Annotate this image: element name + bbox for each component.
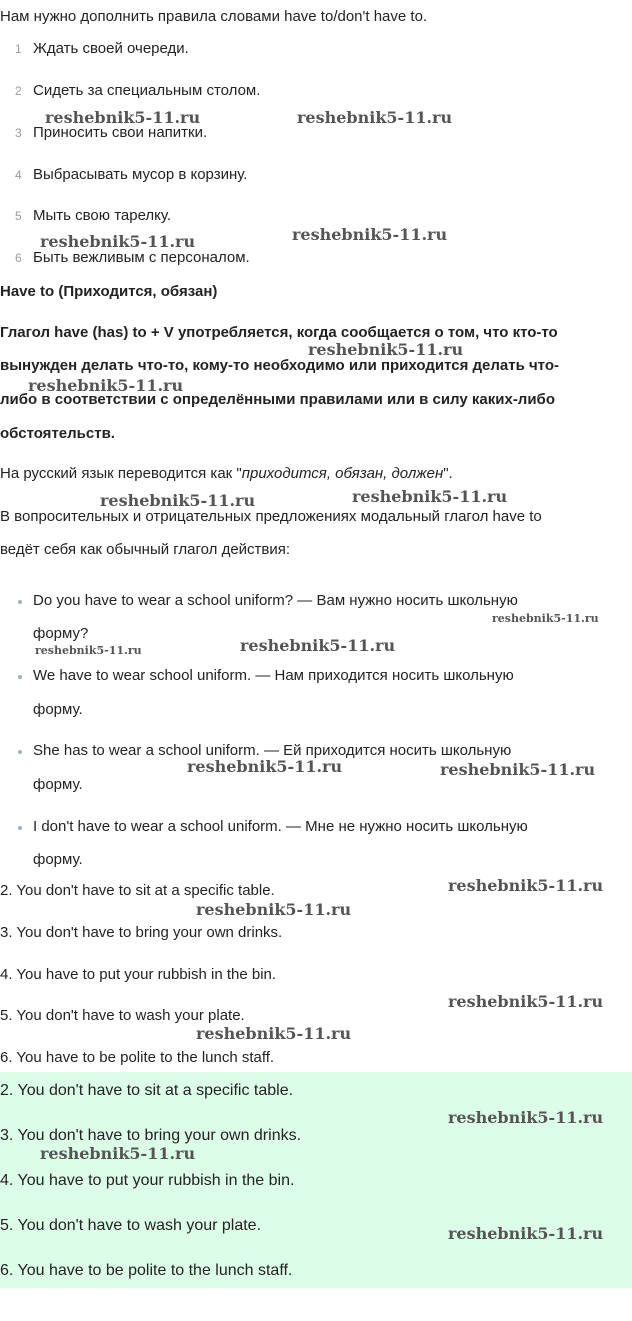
theory-heading: Have to (Приходится, обязан) (0, 283, 218, 300)
rule-text: Выбрасывать мусор в корзину. (33, 166, 248, 183)
example-line: форму? (33, 625, 89, 642)
answer-line: 6. You have to be polite to the lunch staff. (0, 1049, 275, 1066)
translation-line (0, 465, 453, 482)
rule-number: 4 (15, 168, 22, 182)
answer-box-line: 2. You don't have to sit at a specific table. (0, 1082, 294, 1099)
bullet-icon (18, 675, 22, 679)
example-line: форму. (33, 851, 83, 868)
example-line: She has to wear a school uniform. — Ей приходится носить школьную (33, 742, 512, 759)
rule-number: 6 (15, 251, 22, 265)
answer-box-line: 6. You have to be polite to the lunch staff. (0, 1262, 293, 1279)
watermark: reshebnik5-11.ru (187, 757, 343, 776)
answer-box-line: 4. You have to put your rubbish in the bin. (0, 1172, 295, 1189)
rule-number: 5 (15, 209, 22, 223)
watermark: reshebnik5-11.ru (448, 1224, 604, 1243)
translation-emphasis: приходится, обязан, должен (241, 465, 444, 482)
rule-number: 3 (15, 126, 22, 140)
watermark: reshebnik5-11.ru (292, 225, 448, 244)
bullet-icon (18, 826, 22, 830)
translation-suffix: ". (443, 465, 453, 482)
watermark: reshebnik5-11.ru (440, 760, 596, 779)
bullet-icon (18, 750, 22, 754)
watermark: reshebnik5-11.ru (35, 644, 142, 657)
example-line: форму. (33, 776, 83, 793)
answer-box-line: 3. You don't have to bring your own drinks. (0, 1127, 302, 1144)
watermark: reshebnik5-11.ru (492, 612, 599, 625)
intro-text: Нам нужно дополнить правила словами have to/don't have to. (0, 8, 428, 25)
watermark: reshebnik5-11.ru (196, 1024, 352, 1043)
watermark: reshebnik5-11.ru (352, 487, 508, 506)
rule-text: Ждать своей очереди. (33, 40, 189, 57)
question-line: ведёт себя как обычный глагол действия: (0, 541, 291, 558)
watermark: reshebnik5-11.ru (297, 108, 453, 127)
watermark: reshebnik5-11.ru (40, 232, 196, 251)
watermark: reshebnik5-11.ru (308, 340, 464, 359)
theory-line: Глагол have (has) to + V употребляется, когда сообщается о том, что кто-то (0, 324, 558, 341)
rule-text: Быть вежливым с персоналом. (33, 249, 250, 266)
answer-line: 2. You don't have to sit at a specific table. (0, 882, 275, 899)
watermark: reshebnik5-11.ru (28, 376, 184, 395)
theory-line: обстоятельств. (0, 425, 115, 442)
answer-line: 3. You don't have to bring your own drinks. (0, 924, 283, 941)
watermark: reshebnik5-11.ru (45, 108, 201, 127)
translation-prefix: На русский язык переводится как " (0, 465, 242, 482)
watermark: reshebnik5-11.ru (196, 900, 352, 919)
question-line: В вопросительных и отрицательных предложениях модальный глагол have to (0, 508, 542, 525)
answer-line: 5. You don't have to wash your plate. (0, 1007, 245, 1024)
rule-text: Мыть свою тарелку. (33, 207, 172, 224)
rule-text: Приносить свои напитки. (33, 124, 208, 141)
watermark: reshebnik5-11.ru (240, 636, 396, 655)
watermark: reshebnik5-11.ru (40, 1144, 196, 1163)
theory-line: либо в соответствии с определёнными правилами или в силу каких-либо (0, 391, 555, 408)
rule-number: 1 (15, 42, 22, 56)
watermark: reshebnik5-11.ru (448, 1108, 604, 1127)
bullet-icon (18, 600, 22, 604)
watermark: reshebnik5-11.ru (448, 992, 604, 1011)
rule-text: Сидеть за специальным столом. (33, 82, 261, 99)
answer-line: 4. You have to put your rubbish in the bin. (0, 966, 277, 983)
example-line: We have to wear school uniform. — Нам приходится носить школьную (33, 667, 514, 684)
watermark: reshebnik5-11.ru (448, 876, 604, 895)
rule-number: 2 (15, 84, 22, 98)
theory-line: вынужден делать что-то, кому-то необходимо или приходится делать что- (0, 357, 559, 374)
example-line: Do you have to wear a school uniform? — Вам нужно носить школьную (33, 592, 518, 609)
example-line: I don't have to wear a school uniform. — Мне не нужно носить школьную (33, 818, 528, 835)
example-line: форму. (33, 701, 83, 718)
watermark: reshebnik5-11.ru (100, 491, 256, 510)
answer-box-line: 5. You don't have to wash your plate. (0, 1217, 262, 1234)
